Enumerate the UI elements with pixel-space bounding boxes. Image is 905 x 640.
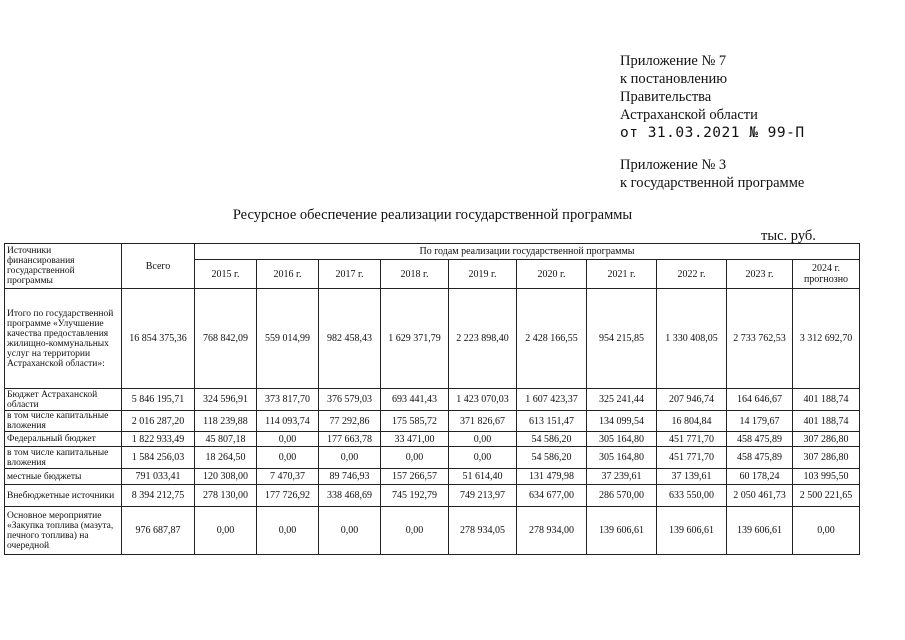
row-total-cell: 5 846 195,71 (122, 389, 195, 411)
year-value-cell: 175 585,72 (381, 411, 449, 432)
year-value-cell: 0,00 (195, 507, 257, 555)
row-total-cell: 16 854 375,36 (122, 289, 195, 389)
row-total-cell: 1 584 256,03 (122, 447, 195, 469)
header2-line: Приложение № 3 (620, 157, 727, 173)
header-line: Приложение № 7 (620, 53, 727, 69)
year-value-cell: 458 475,89 (727, 447, 793, 469)
year-value-cell: 2 500 221,65 (793, 485, 860, 507)
table-row (5, 389, 860, 411)
year-value-cell: 954 215,85 (587, 289, 657, 389)
year-value-cell: 982 458,43 (319, 289, 381, 389)
row-source-label: Итого по государственной программе «Улучшение качества предоставления жилищно-коммунальных услуг на территории Астраханской области»: (5, 289, 122, 389)
year-column-header: 2016 г. (257, 260, 319, 289)
table-row (5, 507, 860, 555)
program-appendix-header (620, 156, 804, 192)
year-value-cell: 139 606,61 (657, 507, 727, 555)
year-value-cell: 458 475,89 (727, 432, 793, 447)
year-value-cell: 77 292,86 (319, 411, 381, 432)
year-value-cell: 0,00 (257, 432, 319, 447)
year-value-cell: 157 266,57 (381, 469, 449, 485)
row-source-label: Основное мероприятие «Закупка топлива (мазута, печного топлива) на очередной (5, 507, 122, 555)
year-value-cell: 207 946,74 (657, 389, 727, 411)
year-value-cell: 401 188,74 (793, 389, 860, 411)
year-value-cell: 118 239,88 (195, 411, 257, 432)
row-total-cell: 2 016 287,20 (122, 411, 195, 432)
year-value-cell: 37 239,61 (587, 469, 657, 485)
year-value-cell: 307 286,80 (793, 447, 860, 469)
row-total-cell: 8 394 212,75 (122, 485, 195, 507)
year-value-cell: 2 733 762,53 (727, 289, 793, 389)
table-row (5, 411, 860, 432)
year-value-cell: 131 479,98 (517, 469, 587, 485)
year-value-cell: 324 596,91 (195, 389, 257, 411)
year-value-cell: 139 606,61 (587, 507, 657, 555)
year-value-cell: 45 807,18 (195, 432, 257, 447)
year-value-cell: 103 995,50 (793, 469, 860, 485)
year-value-cell: 177 726,92 (257, 485, 319, 507)
row-source-label: Бюджет Астраханской области (5, 389, 122, 411)
year-column-header: 2015 г. (195, 260, 257, 289)
year-value-cell: 0,00 (319, 507, 381, 555)
year-value-cell: 376 579,03 (319, 389, 381, 411)
year-value-cell: 451 771,70 (657, 432, 727, 447)
table-row (5, 447, 860, 469)
year-column-header: 2020 г. (517, 260, 587, 289)
header-line: Правительства (620, 89, 712, 105)
year-value-cell: 451 771,70 (657, 447, 727, 469)
source-column-header: Источники финансирования государственной программы (5, 244, 122, 289)
year-column-header: 2024 г. прогнозно (793, 260, 860, 289)
year-value-cell: 14 179,67 (727, 411, 793, 432)
year-column-header: 2018 г. (381, 260, 449, 289)
year-value-cell: 60 178,24 (727, 469, 793, 485)
year-value-cell: 1 423 070,03 (449, 389, 517, 411)
year-value-cell: 325 241,44 (587, 389, 657, 411)
year-value-cell: 89 746,93 (319, 469, 381, 485)
year-value-cell: 305 164,80 (587, 447, 657, 469)
year-value-cell: 0,00 (257, 447, 319, 469)
year-value-cell: 745 192,79 (381, 485, 449, 507)
year-value-cell: 134 099,54 (587, 411, 657, 432)
year-value-cell: 305 164,80 (587, 432, 657, 447)
year-value-cell: 2 050 461,73 (727, 485, 793, 507)
year-value-cell: 0,00 (449, 447, 517, 469)
year-column-header: 2021 г. (587, 260, 657, 289)
year-value-cell: 33 471,00 (381, 432, 449, 447)
year-value-cell: 0,00 (319, 447, 381, 469)
year-value-cell: 338 468,69 (319, 485, 381, 507)
year-column-header: 2022 г. (657, 260, 727, 289)
year-value-cell: 371 826,67 (449, 411, 517, 432)
row-total-cell: 791 033,41 (122, 469, 195, 485)
year-value-cell: 16 804,84 (657, 411, 727, 432)
year-value-cell: 278 934,00 (517, 507, 587, 555)
year-value-cell: 613 151,47 (517, 411, 587, 432)
year-value-cell: 1 607 423,37 (517, 389, 587, 411)
year-value-cell: 0,00 (381, 447, 449, 469)
row-source-label: Внебюджетные источники (5, 485, 122, 507)
year-value-cell: 54 586,20 (517, 447, 587, 469)
year-value-cell: 559 014,99 (257, 289, 319, 389)
year-value-cell: 693 441,43 (381, 389, 449, 411)
year-value-cell: 0,00 (381, 507, 449, 555)
year-value-cell: 634 677,00 (517, 485, 587, 507)
year-value-cell: 139 606,61 (727, 507, 793, 555)
year-column-header: 2019 г. (449, 260, 517, 289)
year-value-cell: 401 188,74 (793, 411, 860, 432)
row-total-cell: 1 822 933,49 (122, 432, 195, 447)
year-value-cell: 749 213,97 (449, 485, 517, 507)
year-value-cell: 54 586,20 (517, 432, 587, 447)
year-value-cell: 1 330 408,05 (657, 289, 727, 389)
row-source-label: в том числе капитальные вложения (5, 447, 122, 469)
year-column-header: 2017 г. (319, 260, 381, 289)
year-value-cell: 0,00 (257, 507, 319, 555)
table-row (5, 469, 860, 485)
header2-line: к государственной программе (620, 175, 805, 191)
year-value-cell: 120 308,00 (195, 469, 257, 485)
table-row (5, 432, 860, 447)
units-label: тыс. руб. (761, 228, 816, 244)
row-source-label: местные бюджеты (5, 469, 122, 485)
year-value-cell: 7 470,37 (257, 469, 319, 485)
header-line: Астраханской области (620, 107, 758, 123)
row-source-label: в том числе капитальные вложения (5, 411, 122, 432)
table-row (5, 485, 860, 507)
year-value-cell: 114 093,74 (257, 411, 319, 432)
year-value-cell: 3 312 692,70 (793, 289, 860, 389)
year-value-cell: 18 264,50 (195, 447, 257, 469)
header-date-line: от 31.03.2021 № 99-П (620, 125, 805, 141)
year-value-cell: 373 817,70 (257, 389, 319, 411)
header-line: к постановлению (620, 71, 728, 87)
year-column-header: 2023 г. (727, 260, 793, 289)
year-value-cell: 0,00 (793, 507, 860, 555)
row-source-label: Федеральный бюджет (5, 432, 122, 447)
years-group-header: По годам реализации государственной программы (195, 244, 860, 260)
year-value-cell: 633 550,00 (657, 485, 727, 507)
document-title: Ресурсное обеспечение реализации государственной программы (232, 207, 633, 223)
approval-header (620, 52, 805, 142)
year-value-cell: 286 570,00 (587, 485, 657, 507)
year-value-cell: 177 663,78 (319, 432, 381, 447)
year-value-cell: 2 223 898,40 (449, 289, 517, 389)
year-value-cell: 278 130,00 (195, 485, 257, 507)
year-value-cell: 51 614,40 (449, 469, 517, 485)
year-value-cell: 164 646,67 (727, 389, 793, 411)
year-value-cell: 0,00 (449, 432, 517, 447)
year-value-cell: 37 139,61 (657, 469, 727, 485)
row-total-cell: 976 687,87 (122, 507, 195, 555)
year-value-cell: 2 428 166,55 (517, 289, 587, 389)
year-value-cell: 307 286,80 (793, 432, 860, 447)
table-row (5, 289, 860, 389)
total-column-header: Всего (122, 244, 195, 289)
year-value-cell: 278 934,05 (449, 507, 517, 555)
year-value-cell: 768 842,09 (195, 289, 257, 389)
resource-table (4, 243, 860, 555)
year-value-cell: 1 629 371,79 (381, 289, 449, 389)
